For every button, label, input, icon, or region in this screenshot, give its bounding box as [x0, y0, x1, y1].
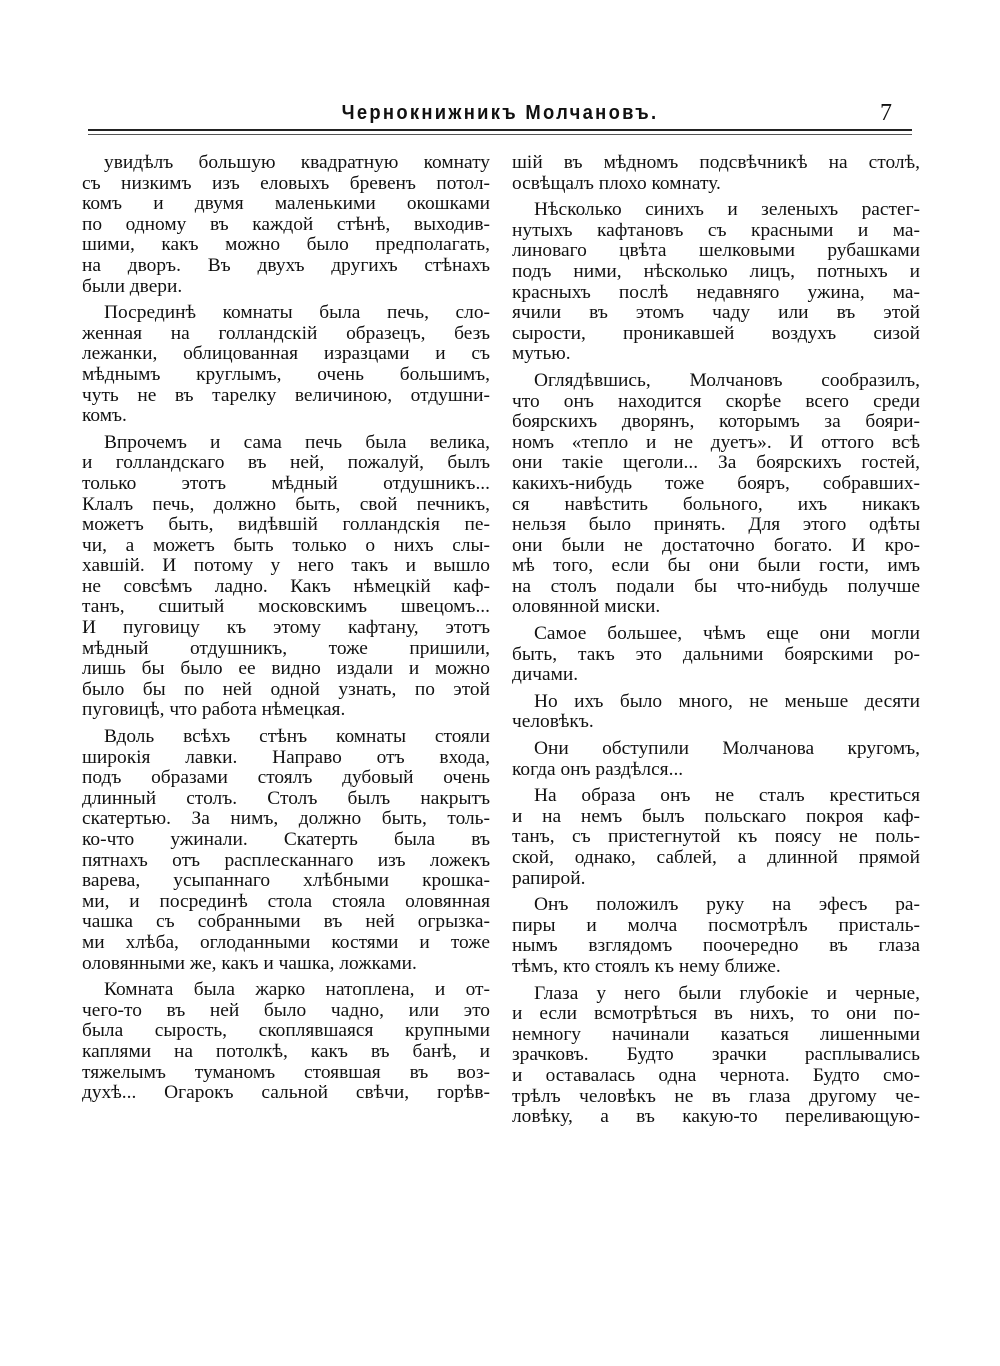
text-line: что онъ находится скорѣе всего среди [512, 390, 920, 412]
paragraph [82, 727, 490, 974]
text-line: Клалъ печь, должно быть, свой печникъ, [82, 493, 490, 515]
text-line: шій въ мѣдномъ подсвѣчникѣ на столѣ, [512, 152, 920, 173]
text-line: чи, а можетъ быть только о нихъ слы- [82, 534, 490, 556]
text-line: освѣщалъ плохо комнату. [512, 172, 721, 194]
running-title: Чернокнижникъ Молчановъ. [341, 102, 659, 124]
text-line: они такіе щеголи... За боярскихъ гостей, [512, 452, 920, 474]
text-line: на дворъ. Въ двухъ другихъ стѣнахъ [82, 254, 490, 276]
text-line: были двери. [82, 275, 183, 297]
text-line: дичами. [512, 664, 579, 686]
text-line: ячили въ этомъ чаду или въ этой [512, 302, 920, 324]
text-line: танъ, съ пристегнутой къ поясу не поль- [512, 826, 920, 848]
text-line: каплями на потолкѣ, какъ въ банѣ, и [82, 1040, 490, 1062]
text-line: было бы по ней одной узнать, по этой [82, 678, 490, 700]
paragraph [512, 153, 920, 194]
text-line: красныхъ послѣ недавняго ужина, ма- [512, 281, 920, 303]
text-line: лишь бы было ее видно издали и можно [82, 658, 490, 680]
page-header [88, 100, 912, 132]
text-line: немногу начинали казаться лишенными [512, 1023, 920, 1045]
text-line: можетъ быть, видѣвшій голландскія пе- [82, 514, 490, 536]
text-line: женная на голландскій образецъ, безъ [82, 322, 490, 344]
text-line: подъ образами стоялъ дубовый очень [82, 767, 490, 789]
text-line: духѣ... Огарокъ сальной свѣчи, горѣв- [82, 1082, 490, 1104]
text-line: съ низкимъ изъ еловыхъ бревенъ потол- [82, 172, 490, 194]
text-line: они были не достаточно богато. И кро- [512, 534, 920, 556]
text-line: Комната была жарко натоплена, и от- [104, 979, 490, 1001]
text-line: сырости, проникавшей воздухъ сизой [512, 322, 920, 344]
text-line: скатертью. За нимъ, должно быть, толь- [82, 808, 490, 830]
text-line: оловянными же, какъ и чашка, ложками. [82, 952, 417, 974]
text-line: нымъ взглядомъ поочередно въ глаза [512, 935, 920, 957]
text-line: и оставалась одна чернота. Будто смо- [512, 1064, 920, 1086]
paragraph [512, 624, 920, 686]
text-line: и голландскаго въ ней, пожалуй, былъ [82, 452, 490, 474]
text-line: мутью. [512, 343, 571, 365]
paragraph [82, 153, 490, 297]
text-line: Онъ положилъ руку на эфесъ ра- [534, 894, 920, 916]
text-line: и если всмотрѣться въ нихъ, то они по- [512, 1003, 920, 1025]
text-line: пятнахъ отъ расплесканнаго изъ ложекъ [82, 849, 490, 871]
text-line: Но ихъ было много, не меньше десяти [534, 690, 920, 712]
text-line: зрачковъ. Будто зрачки расплывались [512, 1044, 920, 1066]
header-rule [88, 129, 912, 131]
text-line: ся навѣстить больного, ихъ никакъ [512, 493, 920, 515]
text-line: боярскихъ дворянъ, которымъ за бояри- [512, 411, 920, 433]
text-line: ко-что ужинали. Скатерть была въ [82, 829, 490, 850]
text-line: варева, усыпаннаго хлѣбными крошка- [82, 870, 490, 892]
text-line: На образа онъ не сталъ креститься [534, 785, 920, 807]
text-line: танъ, сшитый московскимъ швецомъ... [82, 596, 490, 618]
text-line: мѣднымъ круглымъ, очень большимъ, [82, 363, 490, 385]
text-line: когда онъ раздѣлся... [512, 758, 684, 780]
text-line: И пуговицу къ этому кафтану, этотъ [82, 617, 490, 639]
text-line: пуговицѣ, что работа нѣмецкая. [82, 699, 346, 721]
text-line: мѣ того, если бы они были гости, имъ [512, 555, 920, 577]
text-line: была сырость, скоплявшаяся крупными [82, 1020, 490, 1042]
paragraph [512, 739, 920, 780]
text-line: Вдоль всѣхъ стѣнъ комнаты стояли [104, 726, 490, 748]
text-line: лежанки, облицованная изразцами и съ [82, 343, 490, 365]
text-line: нутыхъ кафтановъ съ красными и ма- [512, 219, 920, 241]
text-line: Они обступили Молчанова кругомъ, [534, 738, 920, 760]
text-line: широкія лавки. Направо отъ входа, [82, 746, 490, 768]
text-line: номъ «тепло и не дуетъ». И оттого всѣ [512, 431, 920, 453]
text-line: мѣдный отдушникъ, тоже пришили, [82, 637, 490, 659]
text-line: оловянной миски. [512, 596, 661, 618]
paragraph [82, 303, 490, 427]
text-line: Оглядѣвшись, Молчановъ сообразилъ, [534, 369, 920, 391]
text-line: Глаза у него были глубокіе и черные, [534, 982, 920, 1004]
text-line: рапирой. [512, 867, 586, 889]
text-line: линоваго цвѣта шелковыми рубашками [512, 240, 920, 262]
text-line: чего-то въ ней было чадно, или это [82, 999, 490, 1021]
text-line: по одному въ каждой стѣнѣ, выходив- [82, 213, 490, 235]
left-column [82, 153, 490, 1104]
paragraph [512, 984, 920, 1128]
text-line: человѣкъ. [512, 711, 594, 733]
text-line: тѣмъ, кто стоялъ къ нему ближе. [512, 955, 781, 977]
text-line: чуть не въ тарелку величиною, отдушни- [82, 384, 490, 406]
text-line: на столъ подали бы что-нибудь получше [512, 575, 920, 597]
text-line: трѣлъ человѣкъ не въ глаза другому че- [512, 1085, 920, 1107]
text-line: Впрочемъ и сама печь была велика, [104, 431, 490, 453]
text-line: комъ. [82, 405, 127, 427]
text-line: только этотъ мѣдный отдушникъ... [82, 472, 490, 494]
text-line: ловѣку, а въ какую-то переливающую- [512, 1106, 920, 1128]
text-line: Самое большее, чѣмъ еще они могли [534, 623, 920, 645]
text-line: тяжелымъ туманомъ стоявшая въ воз- [82, 1061, 490, 1083]
text-line: ской, однако, саблей, а длинной прямой [512, 847, 920, 868]
text-line: какихъ-нибудь тоже бояръ, собравших- [512, 472, 920, 494]
text-line: комъ и двумя маленькими окошками [82, 193, 490, 215]
text-line: хавшій. И потому у него такъ и вышло [82, 555, 490, 577]
text-line: быть, такъ это дальними боярскими ро- [512, 643, 920, 665]
text-line: ми, и посрединѣ стола стояла оловянная [82, 890, 490, 912]
text-line: нельзя было принять. Для этого одѣты [512, 514, 920, 536]
text-line: и на немъ былъ польскаго покроя каф- [512, 805, 920, 827]
paragraph [512, 786, 920, 889]
paragraph [512, 692, 920, 733]
paragraph [82, 433, 490, 721]
paragraph [82, 980, 490, 1104]
paragraph [512, 895, 920, 977]
text-line: увидѣлъ большую квадратную комнату [104, 152, 490, 173]
paragraph [512, 371, 920, 618]
text-line: пиры и молча посмотрѣлъ присталь- [512, 914, 920, 936]
paragraph [512, 200, 920, 365]
text-line: подъ ними, нѣсколько лицъ, потныхъ и [512, 260, 920, 282]
text-line: не совсѣмъ ладно. Какъ нѣмецкій каф- [82, 575, 490, 597]
right-column [512, 153, 920, 1128]
text-line: Посрединѣ комнаты была печь, сло- [104, 302, 490, 324]
text-line: длинный столъ. Столъ былъ накрытъ [82, 787, 490, 809]
header-rule-thin [88, 134, 912, 135]
text-line: Нѣсколько синихъ и зеленыхъ растег- [534, 199, 920, 221]
text-line: ми хлѣба, оглоданными костями и тоже [82, 931, 490, 953]
text-line: шими, какъ можно было предполагать, [82, 234, 490, 256]
page-number: 7 [880, 100, 892, 126]
text-line: чашка съ собранными въ ней огрызка- [82, 911, 490, 933]
